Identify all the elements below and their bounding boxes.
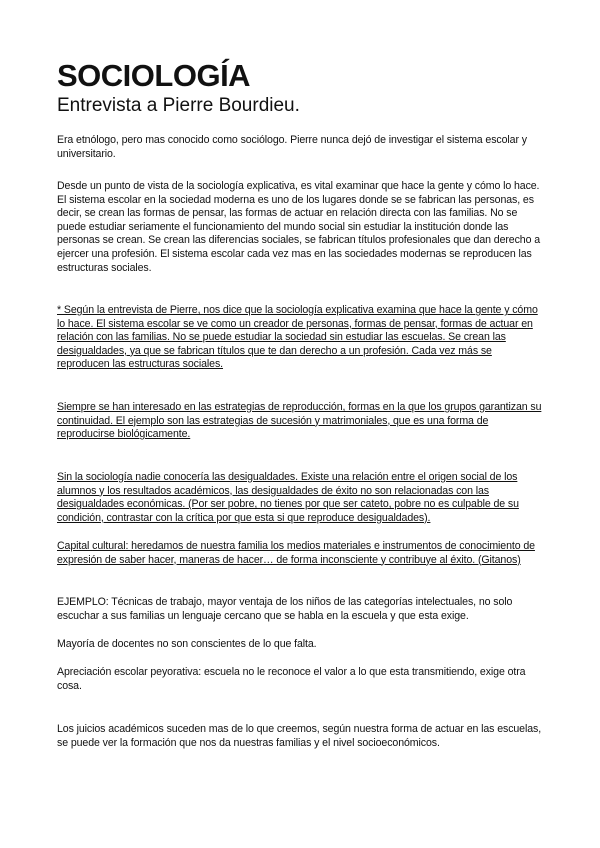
paragraph-reproduccion-underlined: Siempre se han interesado en las estrategias de reproducción, formas en la que los grupos garantizan su continuidad. El ejemplo son las estrategias de sucesión y matrimoniales, que es una forma de reproducirse biológicamente. bbox=[57, 401, 542, 441]
paragraph-capital-cultural: Capital cultural: heredamos de nuestra familia los medios materiales e instrumentos de conocimiento de expresión de saber hacer, maneras de hacer… de forma inconsciente y contribuye al éxito. (Gitanos) bbox=[57, 540, 535, 566]
page-title: SOCIOLOGÍA bbox=[57, 58, 251, 93]
paragraph-juicios: Los juicios académicos suceden mas de lo que creemos, según nuestra forma de actuar en las escuelas, se puede ver la formación que nos da nuestras familias y el nivel socioeconómicos. bbox=[57, 723, 542, 749]
paragraph-summary-underlined: * Según la entrevista de Pierre, nos dice que la sociología explicativa examina que hace la gente y cómo lo hace. El sistema escolar se ve como un creador de personas, formas de pensar, formas de actuar en relación con las familias. No se puede estudiar la sociedad sin estudiar las escuelas. Se crean las desigualdades, ya que se fabrican títulos que te dan derecho a un profesión. Cada vez más se reproducen las estructuras sociales. bbox=[57, 304, 538, 371]
paragraph-desigualdades-underlined: Sin la sociología nadie conocería las desigualdades. Existe una relación entre el origen social de los alumnos y los resultados académicos, las desigualdades de éxito no son relacionadas con las desigualdades económicas. (Por ser pobre, no tienes por que ser cateto, pobre no es culpable de su condición, contrastar con la crítica por que esta si que reproduce desigualdades). bbox=[57, 471, 519, 524]
paragraph-docentes: Mayoría de docentes no son conscientes de lo que falta. bbox=[57, 638, 317, 650]
paragraph-apreciacion: Apreciación escolar peyorativa: escuela no le reconoce el valor a lo que esta transmitiendo, exige otra cosa. bbox=[57, 666, 526, 692]
paragraph-intro: Era etnólogo, pero mas conocido como sociólogo. Pierre nunca dejó de investigar el sistema escolar y universitario. bbox=[57, 134, 527, 160]
paragraph-ejemplo: EJEMPLO: Técnicas de trabajo, mayor ventaja de los niños de las categorías intelectuales, no solo escuchar a sus familias un lenguaje cercano que se habla en la escuela y que esta exige. bbox=[57, 596, 513, 622]
paragraph-explicativa: Desde un punto de vista de la sociología explicativa, es vital examinar que hace la gente y cómo lo hace. El sistema escolar en la sociedad moderna es uno de los lugares donde se se fabrican las personas, es decir, se crean las formas de pensar, las formas de actuar en relación directa con las familias. No se puede estudiar seriamente el funcionamiento del mundo social sin estudiar la institución donde las personas se crean. Se crean las diferencias sociales, se fabrican títulos profesionales que dan derecho a ejercer una profesión. El sistema escolar cada vez mas en las sociedades modernas se reproducen las estructuras sociales. bbox=[57, 180, 540, 274]
page-subtitle: Entrevista a Pierre Bourdieu. bbox=[57, 95, 300, 116]
